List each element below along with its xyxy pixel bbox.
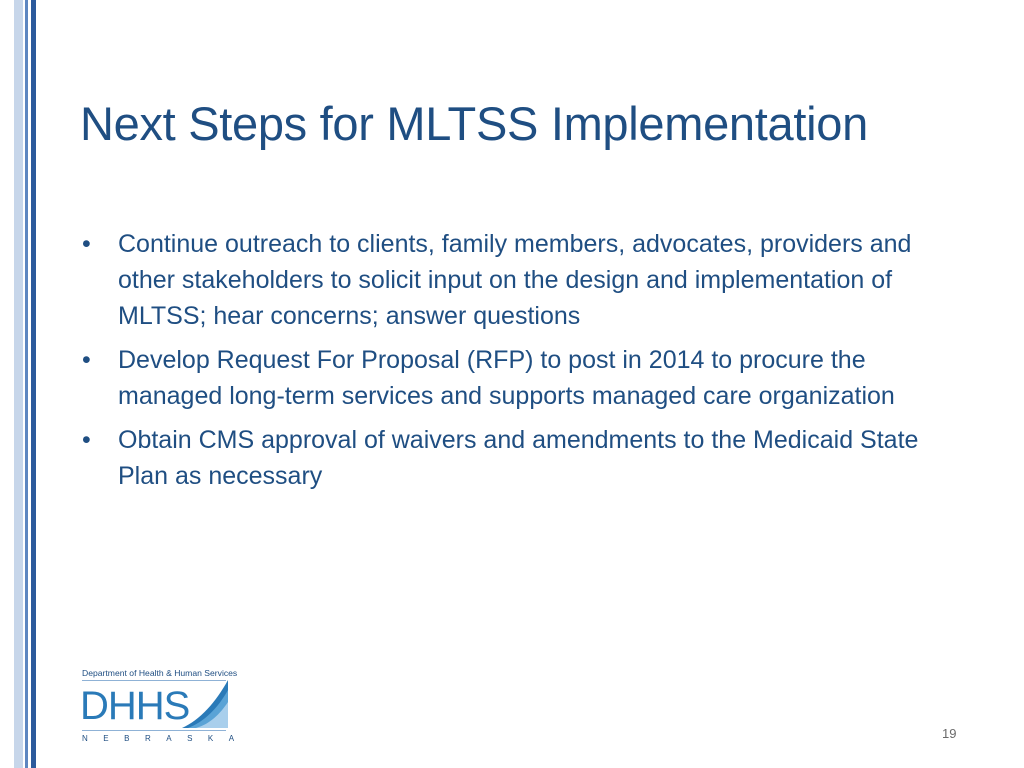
bullet-list bbox=[80, 226, 960, 502]
logo-divider-bottom bbox=[82, 730, 226, 731]
decorative-bar-mid bbox=[25, 0, 28, 768]
logo-state-text: NEBRASKA bbox=[82, 734, 250, 743]
bullet-text: Obtain CMS approval of waivers and amendments to the Medicaid State Plan as necessary bbox=[118, 426, 919, 490]
logo-department-text: Department of Health & Human Services bbox=[82, 668, 238, 678]
bullet-icon: • bbox=[82, 426, 91, 454]
decorative-bar-light bbox=[14, 0, 23, 768]
bullet-icon: • bbox=[82, 230, 91, 258]
bullet-icon: • bbox=[82, 346, 91, 374]
page-number: 19 bbox=[942, 726, 957, 741]
decorative-bar-dark bbox=[31, 0, 36, 768]
bullet-text: Continue outreach to clients, family members, advocates, providers and other stakeholders to solicit input on the design and implementation of MLTSS; hear concerns; answer questions bbox=[118, 230, 912, 330]
bullet-item bbox=[80, 342, 960, 414]
bullet-item bbox=[80, 422, 960, 494]
slide-title: Next Steps for MLTSS Implementation bbox=[80, 97, 868, 150]
bullet-text: Develop Request For Proposal (RFP) to post in 2014 to procure the managed long-term services and supports managed care organization bbox=[118, 346, 895, 410]
bullet-item bbox=[80, 226, 960, 334]
swoosh-icon bbox=[180, 678, 230, 730]
dhhs-logo bbox=[80, 664, 250, 746]
logo-name-text: DHHS bbox=[80, 684, 190, 728]
